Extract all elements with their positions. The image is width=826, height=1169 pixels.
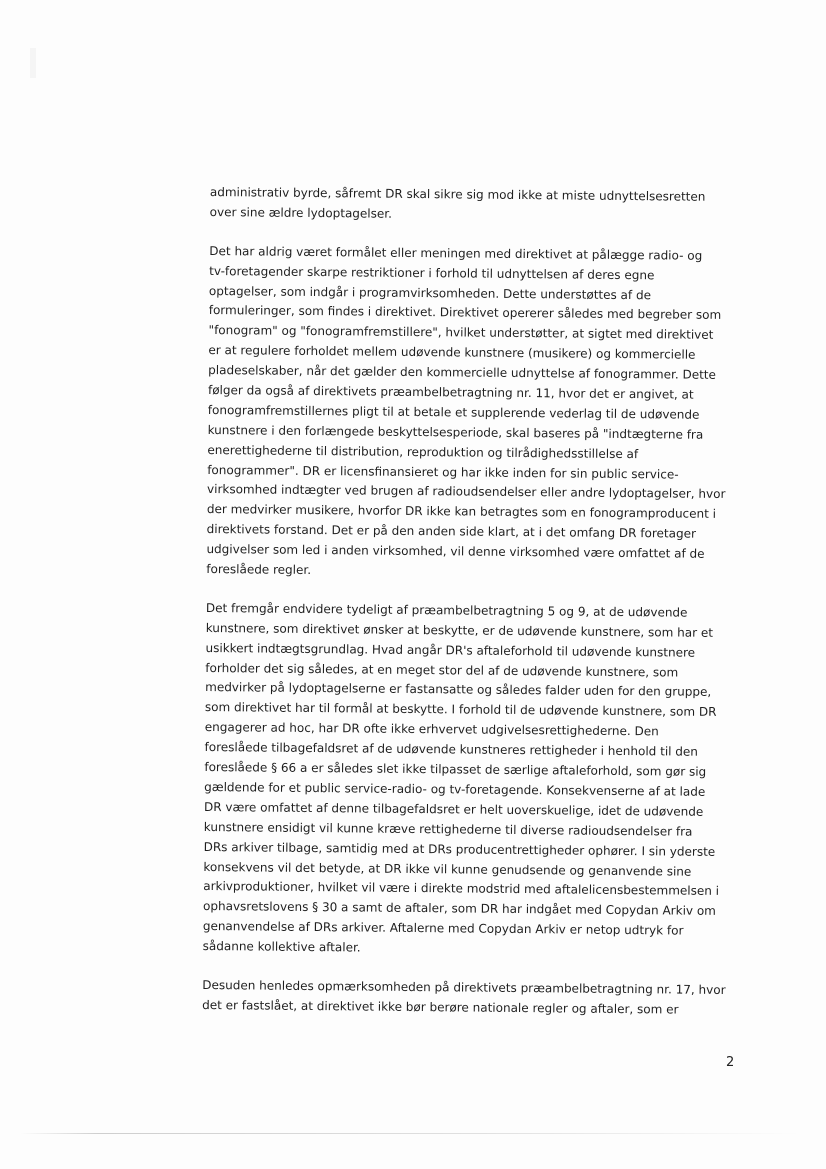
text-line: DRs arkiver tilbage, samtidig med at DRs producentrettigheder ophører. I sin yderste	[203, 839, 716, 859]
text-line: virksomhed indtægter ved brugen af radioudsendelser eller andre lydoptagelser, hvor	[206, 482, 726, 502]
text-line: foreslåede § 66 a er således slet ikke tilpasset de særlige aftaleforhold, som gør sig	[204, 760, 707, 779]
text-line: genanvendelse af DRs arkiver. Aftalerne med Copydan Arkiv er netop udtryk for	[202, 919, 684, 938]
text-line: det er fastslået, at direktivet ikke bør berøre nationale regler og aftaler, som er	[202, 997, 679, 1017]
paragraph	[210, 183, 750, 228]
text-line: "fonogram" og "fonogramfremstillere", hvilket understøtter, at sigtet med direktivet	[208, 323, 714, 343]
text-line: over sine ældre lydoptagelser.	[209, 204, 393, 221]
text-line: der medvirker musikere, hvorfor DR ikke kan betragtes som en fonogramproducent i	[206, 502, 717, 522]
text-line: Desuden henledes opmærksomheden på direktivets præambelbetragtning nr. 17, hvor	[202, 977, 726, 997]
paragraph	[202, 976, 742, 1021]
text-line: formuleringer, som findes i direktivet. Direktivet opererer således med begreber som	[208, 303, 722, 323]
text-line: kunstnere i den forlængede beskyttelsesperiode, skal baseres på "indtægterne fra	[207, 422, 704, 442]
text-line: direktivets forstand. Det er på den anden side klart, at i det omfang DR foretager	[206, 522, 696, 541]
text-line: administrativ byrde, såfremt DR skal sikre sig mod ikke at miste udnyttelsesretten	[209, 184, 706, 204]
text-line: Det har aldrig været formålet eller meningen med direktivet at pålægge radio- og	[209, 243, 703, 263]
text-line: arkivproduktioner, hvilket vil være i direkte modstrid med aftalelicensbestemmelsen i	[203, 879, 720, 899]
text-line: kunstnere ensidigt vil kunne kræve rettighederne til diverse radioudsendelser fra	[203, 819, 693, 839]
scan-artifact	[30, 48, 36, 78]
scan-edge-line	[20, 1133, 800, 1134]
text-line: DR være omfattet af denne tilbagefaldsret er helt uoverskuelige, idet de udøvende	[203, 799, 704, 819]
text-line: foreslåede regler.	[206, 562, 312, 578]
page-number: 2	[726, 1055, 735, 1070]
text-line: Det fremgår endvidere tydeligt af præambelbetragtning 5 og 9, at de udøvende	[205, 600, 688, 620]
text-line: usikkert indtægtsgrundlag. Hvad angår DR's aftaleforhold til udøvende kunstnere	[205, 640, 696, 660]
text-line: pladeselskaber, når det gælder den kommercielle udnyttelse af fonogrammer. Dette	[208, 363, 716, 382]
text-line: forholder det sig således, at en meget stor del af de udøvende kunstnere, som	[205, 660, 679, 680]
text-line: medvirker på lydoptagelserne er fastansatte og således falder uden for den gruppe,	[205, 680, 712, 700]
body-text	[202, 183, 750, 1040]
text-line: som direktivet har til formål at beskytte. I forhold til de udøvende kunstnere, som DR	[204, 700, 717, 720]
text-line: udgivelser som led i anden virksomhed, vil denne virksomhed være omfattet af de	[206, 542, 705, 561]
text-line: fonogramfremstillernes pligt til at betale et supplerende vederlag til de udøvende	[207, 402, 700, 422]
paragraph	[206, 242, 749, 585]
text-line: foreslåede tilbagefaldsret af de udøvende kunstneres rettigheder i henhold til den	[204, 740, 699, 759]
text-line: kunstnere, som direktivet ønsker at beskytte, er de udøvende kunstnere, som har et	[205, 620, 714, 640]
text-line: ophavsretslovens § 30 a samt de aftaler, som DR har indgået med Copydan Arkiv om	[202, 899, 716, 919]
text-line: enerettighederne til distribution, reproduktion og tilrådighedsstillelse af	[207, 442, 639, 461]
text-line: engagerer ad hoc, har DR ofte ikke erhvervet udgivelsesrettighederne. Den	[204, 720, 659, 739]
text-line: fonogrammer". DR er licensfinansieret og har ikke inden for sin public service-	[207, 462, 679, 482]
text-line: følger da også af direktivets præambelbetragtning nr. 11, hvor det er angivet, at	[207, 383, 694, 402]
text-line: er at regulere forholdet mellem udøvende kunstnere (musikere) og kommercielle	[208, 343, 696, 362]
paragraph	[203, 599, 746, 962]
text-line: optagelser, som indgår i programvirksomheden. Dette understøttes af de	[208, 283, 652, 302]
text-line: tv-foretagender skarpe restriktioner i forhold til udnyttelsen af deres egne	[209, 263, 655, 282]
text-line: konsekvens vil det betyde, at DR ikke vil kunne genudsende og genanvende sine	[203, 859, 692, 879]
text-line: gældende for et public service-radio- og tv-foretagende. Konsekvenserne af at lade	[204, 779, 706, 799]
text-line: sådanne kollektive aftaler.	[202, 939, 361, 955]
